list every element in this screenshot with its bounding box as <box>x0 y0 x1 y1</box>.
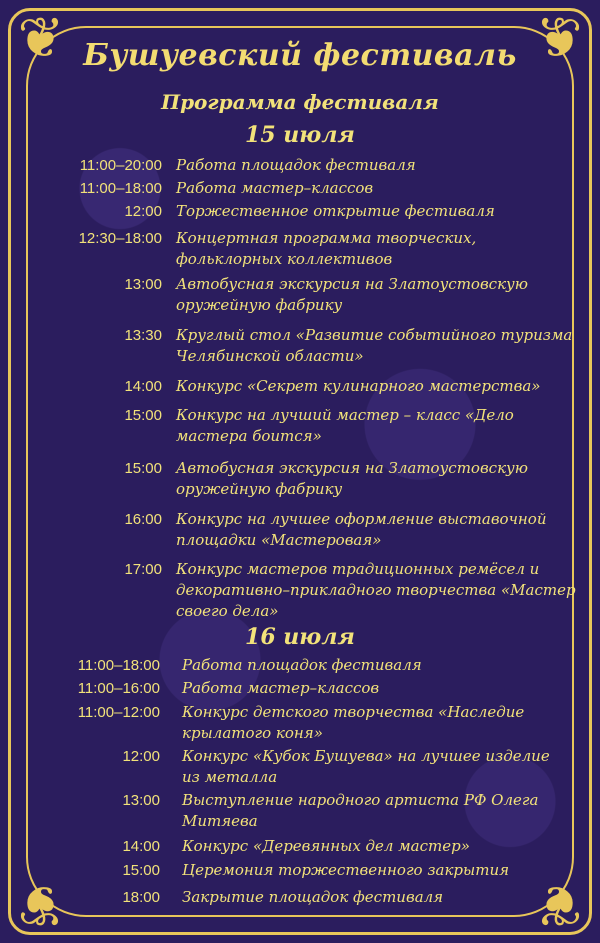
event-time: 18:00 <box>122 889 160 906</box>
event-text: Работа мастер–классов <box>182 679 380 697</box>
event-time: 11:00–16:00 <box>77 680 160 697</box>
event-time: 12:30–18:00 <box>78 230 162 247</box>
page-subtitle: Программа фестиваля <box>161 90 439 114</box>
event-text: Работа площадок фестиваля <box>182 656 422 674</box>
event-text: Церемония торжественного закрытия <box>182 861 510 879</box>
event-text: Автобусная экскурсия на Златоустовскую оружейную фабрику <box>176 275 528 314</box>
event-time: 14:00 <box>124 378 162 395</box>
event-time: 17:00 <box>124 561 162 578</box>
event-text: Работа мастер–классов <box>176 179 374 197</box>
event-text: Закрытие площадок фестиваля <box>182 888 444 906</box>
event-text: Концертная программа творческих, фольклорных коллективов <box>176 229 477 268</box>
event-text: Работа площадок фестиваля <box>176 156 416 174</box>
event-text: Конкурс на лучшее оформление выставочной площадки «Мастеровая» <box>176 510 547 549</box>
event-text: Торжественное открытие фестиваля <box>176 202 495 220</box>
event-text: Конкурс мастеров традиционных ремёсел и декоративно–прикладного творчества «Мастер своего дела» <box>176 560 576 620</box>
page-title: Бушуевский фестиваль <box>83 38 517 73</box>
day-heading: 16 июля <box>245 624 355 650</box>
event-text: Круглый стол «Развитие событийного туризма Челябинской области» <box>176 326 573 365</box>
event-text: Конкурс «Деревянных дел мастер» <box>182 837 470 855</box>
event-time: 12:00 <box>124 203 162 220</box>
event-text: Конкурс на лучший мастер – класс «Дело мастера боится» <box>176 406 514 445</box>
event-time: 13:00 <box>122 792 160 809</box>
event-time: 11:00–20:00 <box>79 157 162 174</box>
event-text: Выступление народного артиста РФ Олега Митяева <box>182 791 539 830</box>
event-time: 12:00 <box>122 748 160 765</box>
ornament-corner-icon: ❦ <box>17 6 65 71</box>
day-heading: 15 июля <box>245 122 355 148</box>
event-time: 13:30 <box>124 327 162 344</box>
event-time: 11:00–18:00 <box>77 657 160 674</box>
event-time: 15:00 <box>122 862 160 879</box>
event-time: 14:00 <box>122 838 160 855</box>
ornament-corner-icon: ❦ <box>535 6 583 71</box>
event-text: Конкурс «Кубок Бушуева» на лучшее изделие из металла <box>182 747 550 786</box>
event-text: Конкурс детского творчества «Наследие крылатого коня» <box>182 703 525 742</box>
event-text: Автобусная экскурсия на Златоустовскую оружейную фабрику <box>176 459 528 498</box>
ornament-corner-icon: ❦ <box>535 872 583 937</box>
event-time: 11:00–12:00 <box>77 704 160 721</box>
event-time: 15:00 <box>124 460 162 477</box>
event-text: Конкурс «Секрет кулинарного мастерства» <box>176 377 541 395</box>
ornament-corner-icon: ❦ <box>17 872 65 937</box>
event-time: 16:00 <box>124 511 162 528</box>
event-time: 15:00 <box>124 407 162 424</box>
event-time: 11:00–18:00 <box>79 180 162 197</box>
event-time: 13:00 <box>124 276 162 293</box>
